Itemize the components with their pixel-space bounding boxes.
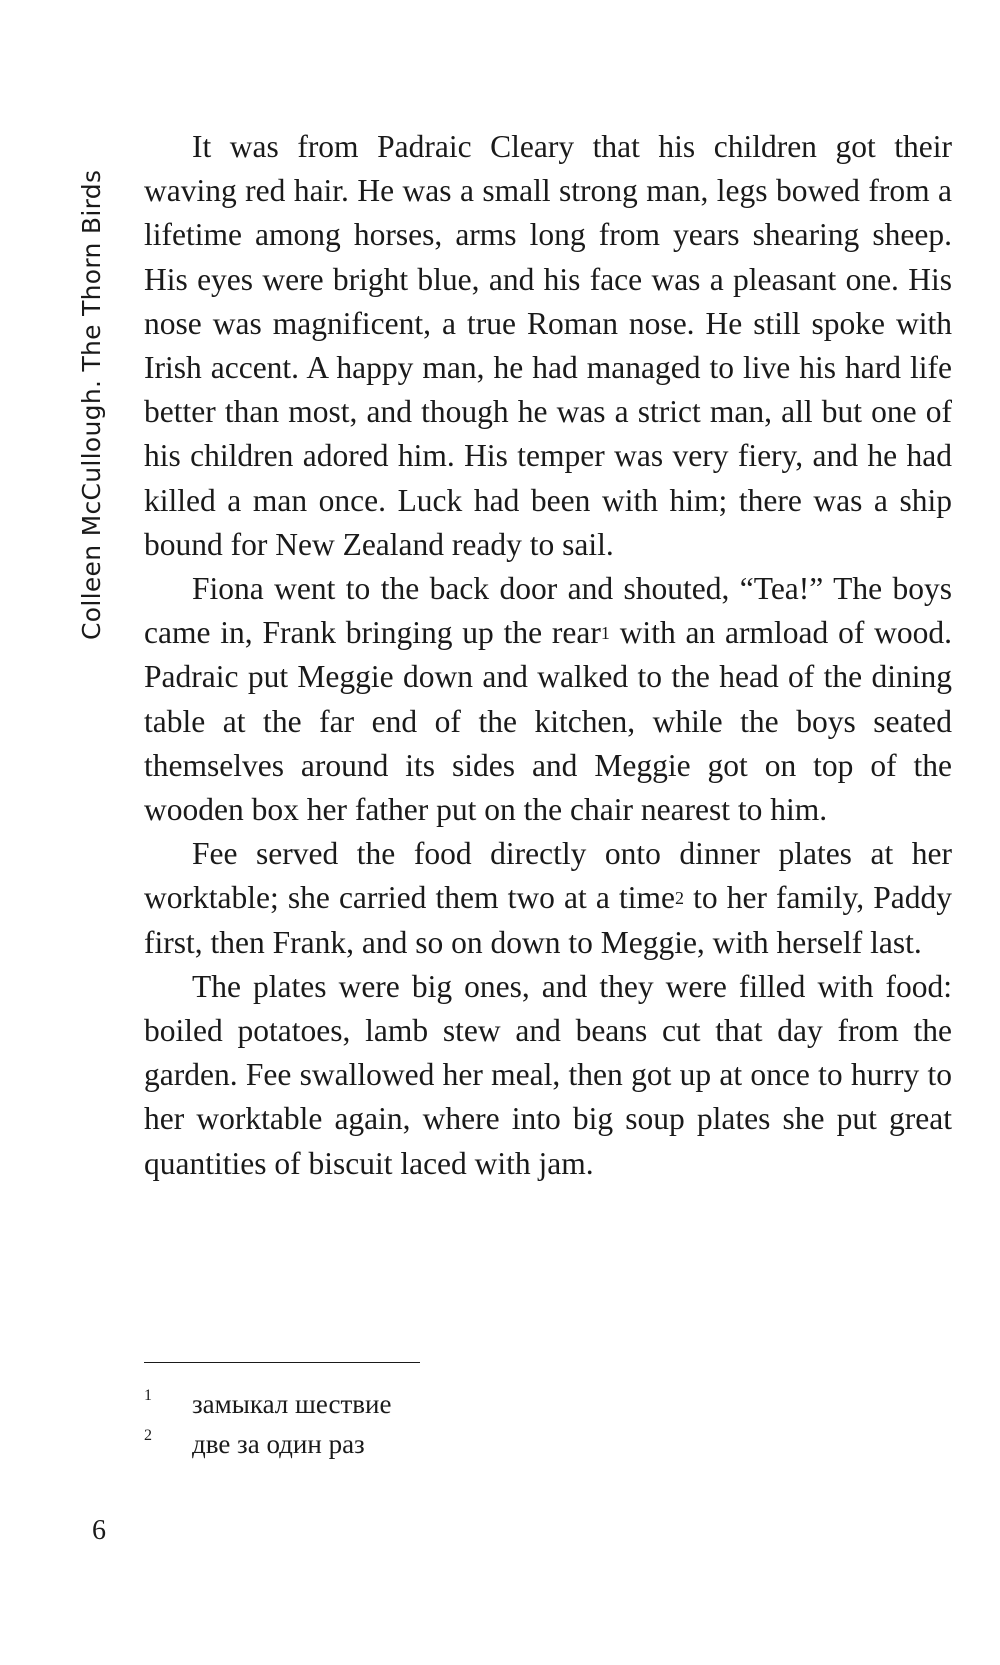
footnote-number: 2 bbox=[144, 1427, 152, 1444]
running-head: Colleen McCullough. The Thorn Birds bbox=[77, 169, 106, 640]
paragraph-4: The plates were big ones, and they were filled with food: boiled potatoes, lamb stew and beans cut that day from the garden. Fee swallowed her meal, then got up at once to hurry to her worktable again, where into big soup plates she put great quantities of biscuit laced with jam. bbox=[144, 968, 952, 1181]
paragraph-1: It was from Padraic Cleary that his children got their waving red hair. He was a small strong man, legs bowed from a lifetime among horses, arms long from years shearing sheep. His eyes were bright blue, and his face was a pleasant one. His nose was magnificent, a true Roman nose. He still spoke with Irish accent. A happy man, he had managed to live his hard life better than most, and though he was a strict man, all but one of his children adored him. His temper was very fiery, and he had killed a man once. Luck had been with him; there was a ship bound for New Zealand ready to sail. bbox=[144, 129, 952, 562]
paragraph-3-part-a: Fee served the food directly onto dinner plates at her worktable; she carried them two at a time bbox=[144, 836, 952, 916]
paragraph-2-part-a: Fiona went to the back door and shouted, “Tea!” The boys came in, Frank bringing up the rear bbox=[144, 571, 952, 651]
footnote-ref-1: 1 bbox=[600, 623, 610, 644]
paragraph-2 bbox=[144, 567, 952, 832]
footnote-2 bbox=[144, 1424, 744, 1464]
paragraph-3-part-b: to her family, Paddy first, then Frank, and so on down to Meggie, with herself last. bbox=[144, 880, 952, 960]
page-number: 6 bbox=[92, 1515, 106, 1546]
footnote-1 bbox=[144, 1384, 744, 1424]
paragraph-3 bbox=[144, 832, 952, 965]
footnote-ref-2: 2 bbox=[674, 888, 684, 909]
body-text bbox=[144, 125, 952, 1186]
footnote-number: 1 bbox=[144, 1387, 152, 1404]
footnote-text: замыкал шествие bbox=[192, 1389, 392, 1419]
paragraph-2-part-b: with an armload of wood. Padraic put Meggie down and walked to the head of the dining table at the far end of the kitchen, while the boys seated themselves around its sides and Meggie got on top of the wooden box her father put on the chair nearest to him. bbox=[144, 615, 952, 828]
footnote-text: две за один раз bbox=[192, 1429, 365, 1459]
footnotes bbox=[144, 1384, 744, 1464]
footnote-divider bbox=[144, 1362, 420, 1363]
